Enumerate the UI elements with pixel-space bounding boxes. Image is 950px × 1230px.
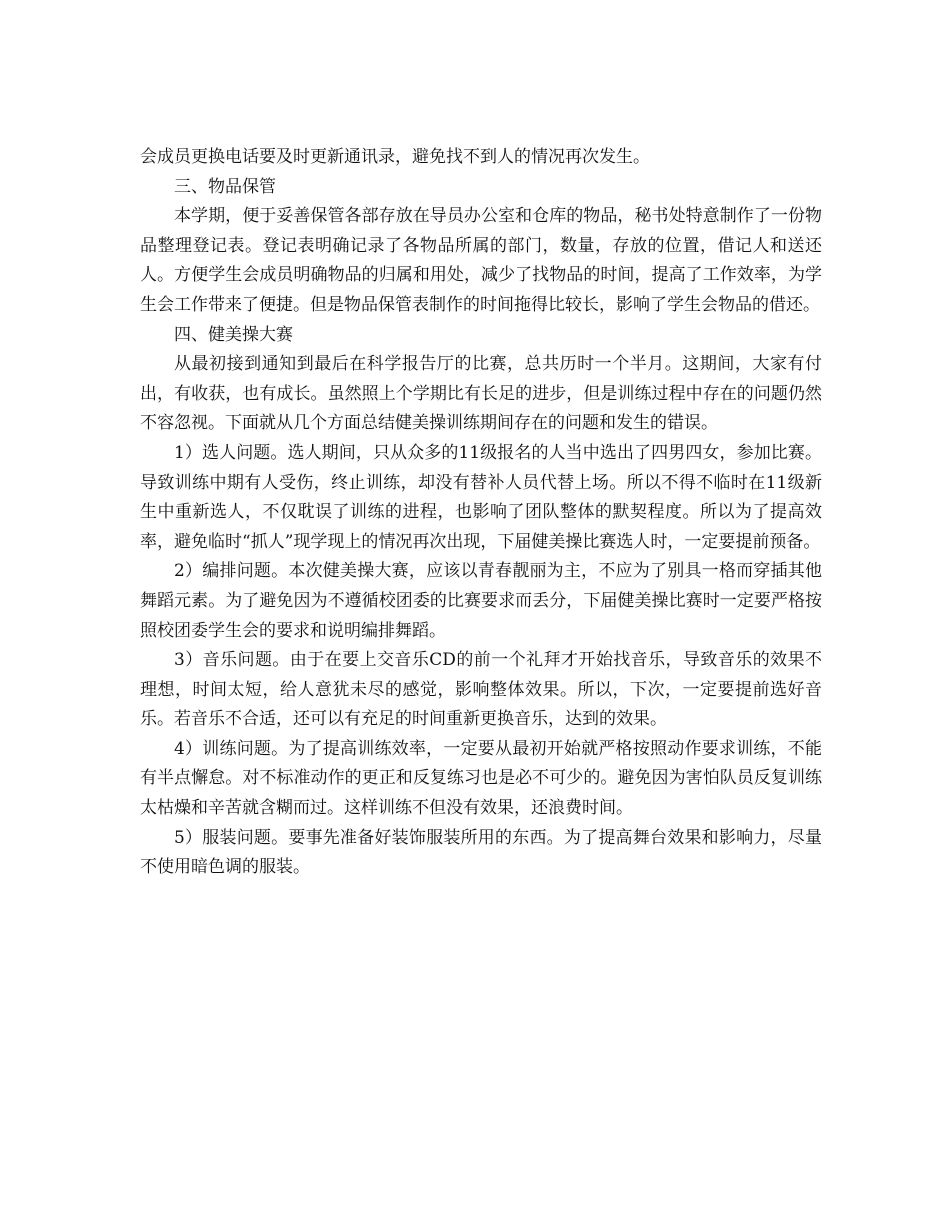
section-heading-aerobics: 四、健美操大赛 [174,324,293,345]
paragraph-costume-issue: 5）服装问题。要事先准备好装饰服装所用的东西。为了提高舞台效果和影响力，尽量不使用暗色调的服装。 [140,827,822,878]
paragraph-continuation: 会成员更换电话要及时更新通讯录，避免找不到人的情况再次发生。 [140,147,650,167]
document-body [140,143,822,883]
paragraph-storage: 本学期，便于妥善保管各部存放在导员办公室和仓库的物品，秘书处特意制作了一份物品整理登记表。登记表明确记录了各物品所属的部门，数量，存放的位置，借记人和送还人。方便学生会成员明确物品的归属和用处，减少了找物品的时间，提高了工作效率，为学生会工作带来了便捷。但是物品保管表制作的时间拖得比较长，影响了学生会物品的借还。 [140,206,822,315]
section-heading-storage: 三、物品保管 [174,176,276,197]
paragraph-choreography-issue: 2）编排问题。本次健美操大赛，应该以青春靓丽为主，不应为了别具一格而穿插其他舞蹈元素。为了避免因为不遵循校团委的比赛要求而丢分，下届健美操比赛时一定要严格按照校团委学生会的要求和说明编排舞蹈。 [140,561,822,641]
paragraph-training-issue: 4）训练问题。为了提高训练效率，一定要从最初开始就严格按照动作要求训练，不能有半点懈怠。对不标准动作的更正和反复练习也是必不可少的。避免因为害怕队员反复训练太枯燥和辛苦就含糊而过。这样训练不但没有效果，还浪费时间。 [140,738,822,819]
paragraph-selection-issue: 1）选人问题。选人期间，只从众多的11级报名的人当中选出了四男四女，参加比赛。导致训练中期有人受伤，终止训练，却没有替补人员代替上场。所以不得不临时在11级新生中重新选人，不仅耽误了训练的进程，也影响了团队整体的默契程度。所以为了提高效率，避免临时“抓人”现学现上的情况再次出现，下届健美操比赛选人时，一定要提前预备。 [140,442,822,552]
paragraph-music-issue: 3）音乐问题。由于在要上交音乐CD的前一个礼拜才开始找音乐，导致音乐的效果不理想，时间太短，给人意犹未尽的感觉，影响整体效果。所以，下次，一定要提前选好音乐。若音乐不合适，还可以有充足的时间重新更换音乐，达到的效果。 [140,650,822,730]
paragraph-aerobics-intro: 从最初接到通知到最后在科学报告厅的比赛，总共历时一个半月。这期间，大家有付出，有收获，也有成长。虽然照上个学期比有长足的进步，但是训练过程中存在的问题仍然不容忽视。下面就从几个方面总结健美操训练期间存在的问题和发生的错误。 [140,354,822,434]
